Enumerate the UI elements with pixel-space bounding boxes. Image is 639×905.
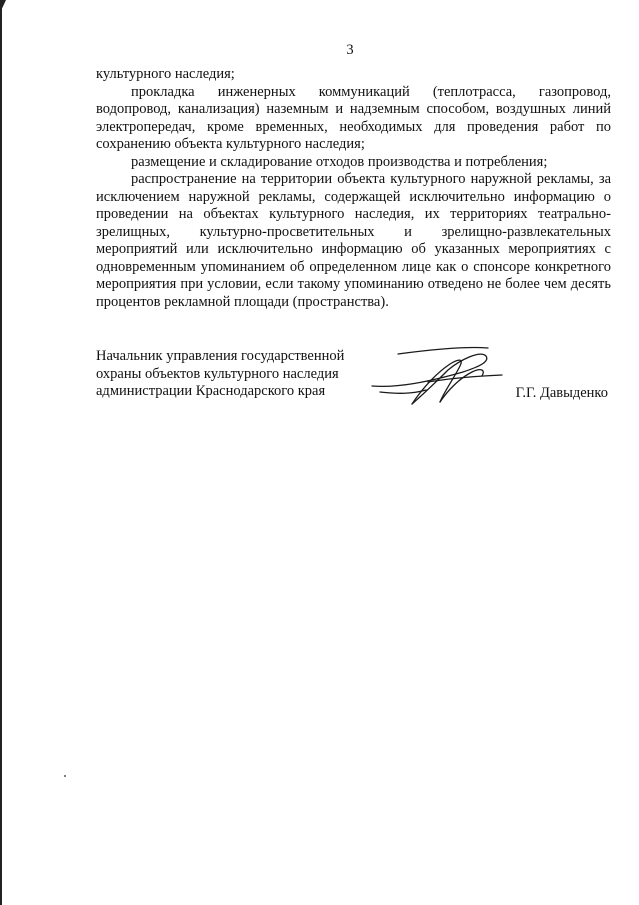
scan-speck bbox=[64, 775, 66, 777]
paragraph-waste-storage: размещение и складирование отходов производства и потребления; bbox=[131, 153, 548, 170]
page-corner-mark bbox=[0, 0, 6, 9]
signatory-title bbox=[96, 348, 386, 401]
paragraph-outdoor-advertising: распространение на территории объекта культурного наружной рекламы, за исключением наружной рекламы, содержащей исключительно информацию о проведении на объектах культурного наследия, их территориях театрально-зрелищных, культурно-просветительных и зрелищно-развлекательных мероприятий или исключительно информацию об указанных мероприятиях с одновременным упоминанием об определенном лице как о спонсоре конкретного мероприятия при условии, если такому упоминанию отведено не более чем десять процентов рекламной площади (пространства). bbox=[96, 171, 611, 310]
handwritten-signature bbox=[368, 342, 508, 412]
signatory-title-line: Начальник управления государственной bbox=[96, 348, 345, 364]
paragraph-continuation: культурного наследия; bbox=[96, 66, 235, 82]
signatory-title-line: администрации Краснодарского края bbox=[96, 383, 326, 399]
signature-block bbox=[96, 348, 616, 428]
page-left-edge bbox=[0, 0, 2, 905]
page-number: 3 bbox=[346, 42, 354, 58]
paragraph-engineering-communications: прокладка инженерных коммуникаций (теплотрасса, газопровод, водопровод, канализация) наземным и надземным способом, воздушных линий электропередач, кроме временных, необходимых для проведения работ по сохранению объекта культурного наследия; bbox=[96, 83, 611, 152]
document-body bbox=[96, 66, 611, 311]
signatory-name: Г.Г. Давыденко bbox=[515, 385, 608, 401]
signatory-title-line: охраны объектов культурного наследия bbox=[96, 365, 339, 382]
